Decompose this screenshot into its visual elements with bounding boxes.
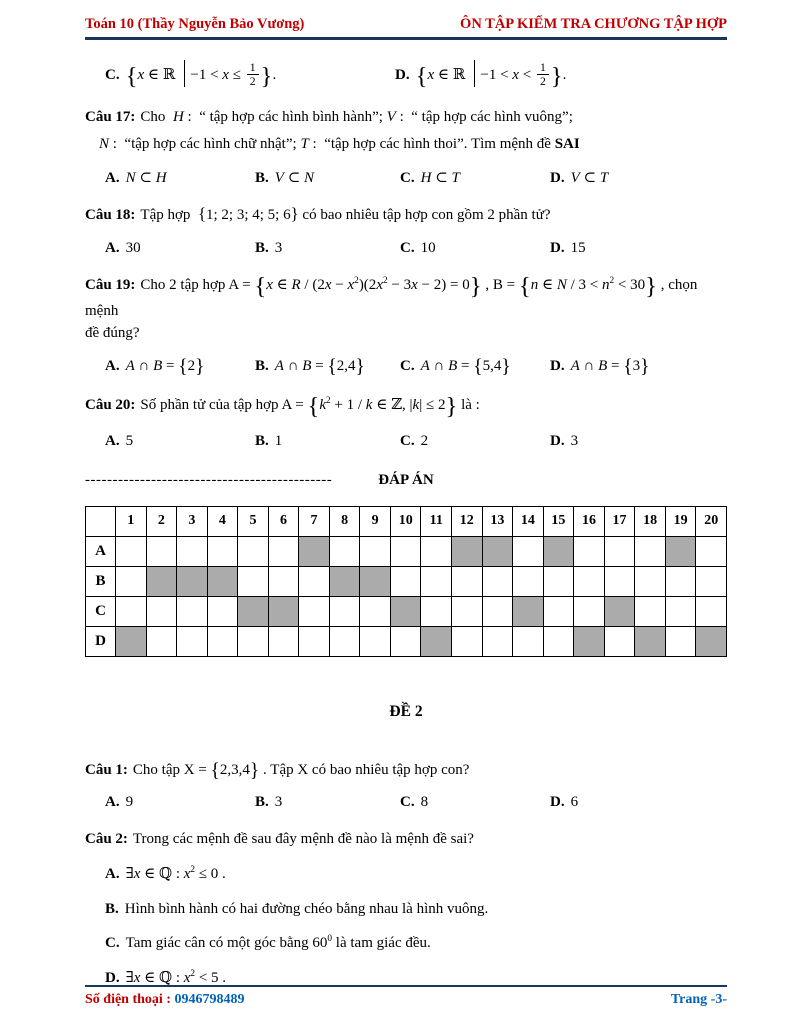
answer-cell-B-11 — [421, 566, 452, 596]
answer-cell-A-5 — [238, 536, 269, 566]
answer-cell-A-13 — [482, 536, 513, 566]
answer-cell-A-18 — [635, 536, 666, 566]
answer-cell-B-4 — [207, 566, 238, 596]
answer-col-20: 20 — [696, 506, 727, 536]
answer-cell-D-18 — [635, 626, 666, 656]
option-label: C. — [400, 170, 415, 187]
option-label: B. — [255, 239, 269, 256]
answer-cell-C-16 — [574, 596, 605, 626]
answer-key-title: ĐÁP ÁN — [378, 471, 434, 488]
option-label: C. — [105, 66, 120, 83]
option-b — [255, 168, 400, 187]
option-label: C. — [400, 794, 415, 811]
option-value: 8 — [420, 794, 429, 811]
answer-cell-A-3 — [177, 536, 208, 566]
answer-cell-C-18 — [635, 596, 666, 626]
answer-cell-A-2 — [146, 536, 177, 566]
header-chapter-title: ÔN TẬP KIỂM TRA CHƯƠNG TẬP HỢP — [460, 16, 727, 32]
answer-cell-D-7 — [299, 626, 330, 656]
footer-phone-number: 0946798489 — [174, 992, 245, 1007]
answer-cell-B-13 — [482, 566, 513, 596]
answer-col-10: 10 — [390, 506, 421, 536]
answer-col-3: 3 — [177, 506, 208, 536]
option-value: 30 — [125, 239, 141, 256]
option-label: A. — [105, 358, 120, 375]
option-a — [105, 433, 255, 450]
answer-col-5: 5 — [238, 506, 269, 536]
answer-cell-A-11 — [421, 536, 452, 566]
option-value: 5 — [125, 432, 134, 449]
answer-cell-B-19 — [665, 566, 696, 596]
question-number: Câu 19: — [85, 276, 136, 293]
option-label: D. — [550, 432, 565, 449]
question-text: Cho 2 tập hợp A = {x ∈ $R / (2x - x^2)(2x^2 - 3x - 2) = 0$} , B = {n ∈ $N / 3 < n^2 < 30$} , chọn mệnh — [85, 272, 698, 319]
answer-cell-C-10 — [390, 596, 421, 626]
footer-phone-label: Số điện thoại : — [85, 992, 171, 1007]
answer-cell-B-12 — [452, 566, 483, 596]
option-label: B. — [255, 170, 269, 187]
option-label: B. — [105, 900, 119, 917]
option-value: 6 — [570, 794, 579, 811]
answer-cell-A-12 — [452, 536, 483, 566]
option-b — [255, 358, 400, 378]
question-18-options — [105, 240, 727, 257]
exam2-question-2-text — [85, 828, 727, 851]
option-b — [255, 794, 400, 811]
option-a — [105, 864, 727, 886]
option-label: A. — [105, 170, 120, 187]
answer-cell-D-1 — [116, 626, 147, 656]
answer-cell-B-15 — [543, 566, 574, 596]
document-body — [0, 60, 792, 990]
question-number: Câu 17: — [85, 109, 136, 126]
answer-cell-A-10 — [390, 536, 421, 566]
answer-cell-A-20 — [696, 536, 727, 566]
answer-cell-B-9 — [360, 566, 391, 596]
option-c — [400, 433, 550, 450]
answer-cell-D-11 — [421, 626, 452, 656]
option-d — [395, 60, 727, 89]
option-math: A ∩ B = {2} — [125, 356, 205, 378]
answer-cell-D-20 — [696, 626, 727, 656]
answer-cell-B-2 — [146, 566, 177, 596]
answer-cell-C-1 — [116, 596, 147, 626]
question-number: Câu 1: — [85, 761, 128, 778]
answer-cell-B-10 — [390, 566, 421, 596]
answer-cell-D-12 — [452, 626, 483, 656]
option-label: B. — [255, 432, 269, 449]
answer-col-17: 17 — [604, 506, 635, 536]
answer-cell-A-6 — [268, 536, 299, 566]
option-label: C. — [105, 935, 120, 952]
answer-cell-B-14 — [513, 566, 544, 596]
option-math: ∃x ∈ ℚ : $x^2 < 5$ . — [125, 969, 227, 987]
separator-dashes: --------------------------------------------- — [85, 471, 333, 488]
answer-cell-A-19 — [665, 536, 696, 566]
answer-cell-C-20 — [696, 596, 727, 626]
exam2-question-1-options — [105, 794, 727, 811]
answer-cell-B-7 — [299, 566, 330, 596]
answer-col-2: 2 — [146, 506, 177, 536]
question-18-text — [85, 204, 727, 227]
answer-row-label-B: B — [86, 566, 116, 596]
option-value: 3 — [274, 794, 283, 811]
option-d — [550, 433, 727, 450]
answer-key-heading — [85, 472, 727, 494]
answer-cell-B-3 — [177, 566, 208, 596]
question-18 — [85, 204, 727, 257]
page-footer — [85, 985, 727, 1008]
question-17-text — [85, 106, 727, 129]
answer-cell-C-17 — [604, 596, 635, 626]
option-math: V ⊂ N — [274, 170, 315, 187]
answer-row-label-C: C — [86, 596, 116, 626]
question-20-options — [105, 433, 727, 450]
question-20-text — [85, 394, 727, 420]
answer-row-C — [86, 596, 727, 626]
question-text: Số phần tử của tập hợp $A = \{k^2 + 1 / k$ ∈ ℤ, |k| ≤ 2} là : — [140, 393, 480, 421]
exam2-question-1-text — [85, 759, 727, 782]
footer-page-number: Trang -3- — [670, 992, 727, 1007]
option-b — [255, 433, 400, 450]
option-math: {x ∈ ℝ −1 < x < $\frac{1}{2}$ }. — [415, 60, 567, 90]
question-number: Câu 20: — [85, 397, 136, 414]
option-label: C. — [400, 239, 415, 256]
answer-cell-D-2 — [146, 626, 177, 656]
option-text: Hình bình hành có hai đường chéo bằng nhau là hình vuông. — [124, 900, 489, 917]
answer-row-label-A: A — [86, 536, 116, 566]
question-17 — [85, 106, 727, 187]
answer-cell-B-8 — [329, 566, 360, 596]
answer-cell-D-15 — [543, 626, 574, 656]
answer-row-D — [86, 626, 727, 656]
option-math: ∃x ∈ ℚ : $x^2 \le 0$ . — [125, 864, 226, 882]
option-a — [105, 240, 255, 257]
answer-cell-D-19 — [665, 626, 696, 656]
answer-cell-C-4 — [207, 596, 238, 626]
answer-cell-A-17 — [604, 536, 635, 566]
answer-col-4: 4 — [207, 506, 238, 536]
option-value: 9 — [125, 794, 134, 811]
answer-table-corner — [86, 506, 116, 536]
answer-row-B — [86, 566, 727, 596]
answer-cell-A-7 — [299, 536, 330, 566]
answer-col-19: 19 — [665, 506, 696, 536]
option-c — [400, 168, 550, 187]
answer-cell-C-14 — [513, 596, 544, 626]
option-label: A. — [105, 794, 120, 811]
answer-col-8: 8 — [329, 506, 360, 536]
answer-row-label-D: D — [86, 626, 116, 656]
answer-cell-B-16 — [574, 566, 605, 596]
answer-cell-D-5 — [238, 626, 269, 656]
answer-cell-C-13 — [482, 596, 513, 626]
option-d — [550, 240, 727, 257]
answer-cell-C-19 — [665, 596, 696, 626]
option-d — [550, 168, 727, 187]
option-value: 3 — [570, 432, 579, 449]
question-16-options — [105, 60, 727, 89]
exam2-question-2-options — [85, 864, 727, 990]
option-label: A. — [105, 239, 120, 256]
answer-col-16: 16 — [574, 506, 605, 536]
option-value: 2 — [420, 432, 429, 449]
option-b — [255, 240, 400, 257]
question-number: Câu 2: — [85, 831, 128, 848]
answer-col-7: 7 — [299, 506, 330, 536]
option-text: Tam giác cân có một góc bằng $60^0$ là tam giác đều. — [125, 934, 431, 952]
answer-cell-B-20 — [696, 566, 727, 596]
option-label: B. — [255, 358, 269, 375]
answer-cell-D-16 — [574, 626, 605, 656]
question-text: Tập hợp {1; 2; 3; 4; 5; 6} có bao nhiêu tập hợp con gồm 2 phần tử? — [140, 204, 551, 224]
option-math: H ⊂ T — [420, 170, 460, 187]
option-label: D. — [550, 794, 565, 811]
answer-cell-A-16 — [574, 536, 605, 566]
option-label: D. — [550, 239, 565, 256]
question-number: Câu 18: — [85, 207, 136, 224]
option-a — [105, 358, 255, 378]
option-d — [550, 794, 727, 811]
answer-col-11: 11 — [421, 506, 452, 536]
option-math: A ∩ B = {5,4} — [420, 356, 511, 378]
option-value: 1 — [274, 432, 283, 449]
answer-cell-B-6 — [268, 566, 299, 596]
footer-phone — [85, 992, 244, 1008]
answer-col-15: 15 — [543, 506, 574, 536]
option-a — [105, 794, 255, 811]
option-c — [400, 794, 550, 811]
answer-cell-A-9 — [360, 536, 391, 566]
answer-cell-C-9 — [360, 596, 391, 626]
option-label: D. — [395, 66, 410, 83]
question-text: Cho H : “ tập hợp các hình bình hành”; V : “ tập hợp các hình vuông”; — [140, 109, 573, 126]
answer-cell-D-9 — [360, 626, 391, 656]
question-text: Trong các mệnh đề sau đây mệnh đề nào là mệnh đề sai? — [132, 831, 474, 848]
option-label: D. — [105, 970, 120, 987]
question-17-options — [105, 168, 727, 187]
header-course-title: Toán 10 (Thầy Nguyễn Bảo Vương) — [85, 16, 305, 32]
option-math: A ∩ B = {3} — [570, 356, 650, 378]
answer-cell-D-3 — [177, 626, 208, 656]
option-b — [105, 899, 727, 921]
exam2-question-2 — [85, 828, 727, 990]
answer-cell-A-14 — [513, 536, 544, 566]
question-text: Cho tập X = {2,3,4} . Tập X có bao nhiêu tập hợp con? — [132, 760, 470, 782]
answer-cell-C-6 — [268, 596, 299, 626]
option-label: D. — [550, 170, 565, 187]
answer-cell-B-5 — [238, 566, 269, 596]
question-19-options — [105, 358, 727, 378]
answer-col-12: 12 — [452, 506, 483, 536]
option-label: D. — [550, 358, 565, 375]
option-value: 15 — [570, 239, 586, 256]
answer-cell-C-5 — [238, 596, 269, 626]
answer-cell-A-15 — [543, 536, 574, 566]
answer-cell-D-17 — [604, 626, 635, 656]
answer-cell-B-18 — [635, 566, 666, 596]
answer-col-9: 9 — [360, 506, 391, 536]
option-math: {x ∈ ℝ −1 < x ≤ $\frac{1}{2}$ }. — [125, 60, 277, 90]
option-c — [105, 933, 727, 955]
answer-col-6: 6 — [268, 506, 299, 536]
option-value: 10 — [420, 239, 436, 256]
question-19-text — [85, 274, 727, 322]
answer-col-1: 1 — [116, 506, 147, 536]
answer-cell-B-1 — [116, 566, 147, 596]
answer-cell-D-14 — [513, 626, 544, 656]
option-label: C. — [400, 432, 415, 449]
question-17-text-2: N : “tập hợp các hình chữ nhật”; T : “tập hợp các hình thoi”. Tìm mệnh đề SAI — [99, 135, 580, 152]
answer-cell-C-8 — [329, 596, 360, 626]
answer-cell-C-15 — [543, 596, 574, 626]
exam2-question-1 — [85, 759, 727, 812]
answer-cell-C-7 — [299, 596, 330, 626]
question-20 — [85, 394, 727, 450]
answer-cell-D-13 — [482, 626, 513, 656]
answer-cell-A-8 — [329, 536, 360, 566]
answer-cell-D-8 — [329, 626, 360, 656]
answer-col-13: 13 — [482, 506, 513, 536]
answer-cell-D-10 — [390, 626, 421, 656]
exam-2-title: ĐỀ 2 — [389, 702, 423, 720]
answer-cell-D-6 — [268, 626, 299, 656]
answer-col-14: 14 — [513, 506, 544, 536]
option-label: C. — [400, 358, 415, 375]
option-label: A. — [105, 865, 120, 882]
option-c — [105, 60, 395, 89]
answer-key-table — [85, 506, 727, 657]
answer-cell-C-3 — [177, 596, 208, 626]
option-math: V ⊂ T — [570, 170, 609, 187]
option-c — [400, 358, 550, 378]
answer-cell-D-4 — [207, 626, 238, 656]
answer-cell-A-4 — [207, 536, 238, 566]
answer-cell-C-2 — [146, 596, 177, 626]
option-math: N ⊂ H — [125, 170, 167, 187]
answer-cell-C-11 — [421, 596, 452, 626]
option-c — [400, 240, 550, 257]
question-19 — [85, 274, 727, 377]
question-19-text-2: đề đúng? — [85, 325, 140, 342]
option-math: A ∩ B = {2,4} — [274, 356, 365, 378]
answer-col-18: 18 — [635, 506, 666, 536]
option-d — [550, 358, 727, 378]
answer-cell-A-1 — [116, 536, 147, 566]
answer-cell-B-17 — [604, 566, 635, 596]
option-a — [105, 168, 255, 187]
option-label: A. — [105, 432, 120, 449]
answer-row-A — [86, 536, 727, 566]
answer-cell-C-12 — [452, 596, 483, 626]
page-header — [85, 16, 727, 40]
option-label: B. — [255, 794, 269, 811]
option-value: 3 — [274, 239, 283, 256]
